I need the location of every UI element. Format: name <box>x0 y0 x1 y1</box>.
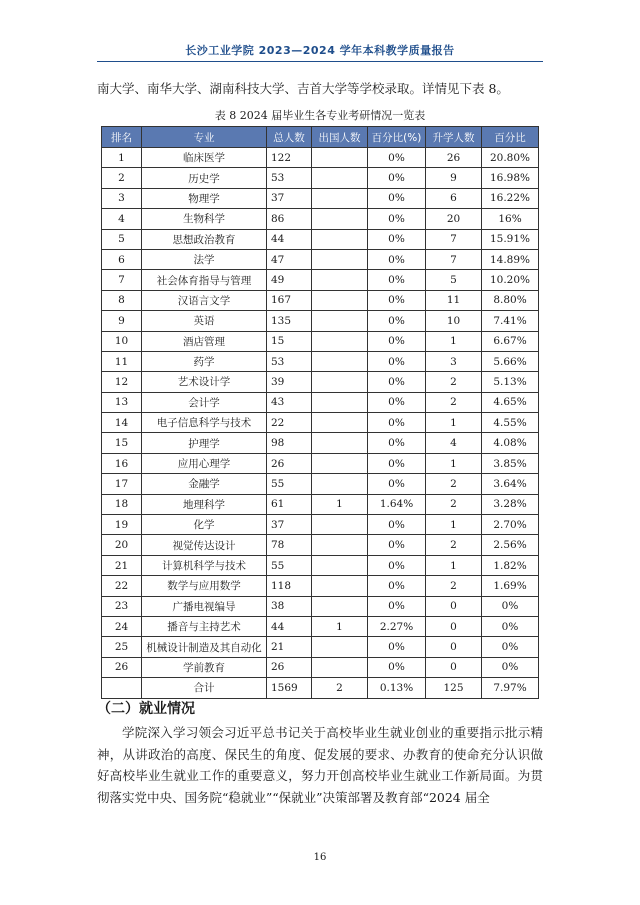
cell-abroad-pct: 0% <box>368 433 426 453</box>
cell-abroad-pct: 0% <box>368 351 426 371</box>
cell-abroad <box>312 372 368 392</box>
cell-further-study: 10 <box>426 311 482 331</box>
cell-total: 26 <box>267 657 312 677</box>
cell-total: 53 <box>267 351 312 371</box>
table-row <box>102 229 539 249</box>
cell-total: 98 <box>267 433 312 453</box>
cell-further-study: 11 <box>426 290 482 310</box>
cell-further-study: 1 <box>426 555 482 575</box>
cell-rank: 14 <box>102 413 142 433</box>
cell-further-study: 9 <box>426 168 482 188</box>
cell-abroad-pct: 0% <box>368 148 426 168</box>
cell-major: 学前教育 <box>142 657 267 677</box>
cell-abroad <box>312 596 368 616</box>
cell-rank: 21 <box>102 555 142 575</box>
cell-abroad <box>312 148 368 168</box>
cell-further-study: 0 <box>426 596 482 616</box>
cell-rank: 15 <box>102 433 142 453</box>
cell-rank: 20 <box>102 535 142 555</box>
cell-rank: 11 <box>102 351 142 371</box>
cell-further-pct: 5.13% <box>482 372 539 392</box>
cell-rank: 10 <box>102 331 142 351</box>
cell-abroad-pct: 2.27% <box>368 616 426 636</box>
cell-rank: 19 <box>102 515 142 535</box>
cell-major: 化学 <box>142 515 267 535</box>
table-row <box>102 372 539 392</box>
cell-rank: 23 <box>102 596 142 616</box>
cell-total: 118 <box>267 576 312 596</box>
cell-abroad-pct: 0% <box>368 535 426 555</box>
cell-major: 播音与主持艺术 <box>142 616 267 636</box>
cell-total: 21 <box>267 637 312 657</box>
table-total-row <box>102 678 539 698</box>
table-row <box>102 188 539 208</box>
cell-further-pct: 16.98% <box>482 168 539 188</box>
cell-total: 44 <box>267 229 312 249</box>
cell-major: 地理科学 <box>142 494 267 514</box>
cell-major: 护理学 <box>142 433 267 453</box>
cell-further-pct: 1.82% <box>482 555 539 575</box>
cell-rank: 24 <box>102 616 142 636</box>
cell-abroad <box>312 229 368 249</box>
cell-major: 社会体育指导与管理 <box>142 270 267 290</box>
col-header-major: 专业 <box>142 127 267 148</box>
cell-further-pct: 8.80% <box>482 290 539 310</box>
cell-abroad <box>312 453 368 473</box>
cell-further-study: 2 <box>426 474 482 494</box>
cell-further-study: 20 <box>426 209 482 229</box>
table-row <box>102 209 539 229</box>
cell-abroad <box>312 331 368 351</box>
cell-rank: 7 <box>102 270 142 290</box>
intro-text: 南大学、南华大学、湖南科技大学、吉首大学等学校录取。详情见下表 8。 <box>97 81 509 96</box>
cell-abroad-pct: 0% <box>368 576 426 596</box>
cell-abroad-pct: 0% <box>368 270 426 290</box>
cell-further-pct: 0% <box>482 657 539 677</box>
cell-total: 39 <box>267 372 312 392</box>
cell-major: 物理学 <box>142 188 267 208</box>
cell-total: 122 <box>267 148 312 168</box>
cell-further-pct: 2.70% <box>482 515 539 535</box>
table-row <box>102 413 539 433</box>
cell-abroad-pct: 1.64% <box>368 494 426 514</box>
cell-major: 计算机科学与技术 <box>142 555 267 575</box>
cell-abroad <box>312 433 368 453</box>
cell-further-pct: 4.65% <box>482 392 539 412</box>
cell-abroad <box>312 290 368 310</box>
cell-major: 临床医学 <box>142 148 267 168</box>
cell-rank: 6 <box>102 249 142 269</box>
cell-abroad <box>312 392 368 412</box>
cell-further-pct: 15.91% <box>482 229 539 249</box>
cell-rank: 8 <box>102 290 142 310</box>
col-header-further-study: 升学人数 <box>426 127 482 148</box>
table-row <box>102 535 539 555</box>
cell-rank: 25 <box>102 637 142 657</box>
cell-abroad: 1 <box>312 494 368 514</box>
cell-further-pct: 2.56% <box>482 535 539 555</box>
page-number: 16 <box>313 852 327 863</box>
cell-major: 金融学 <box>142 474 267 494</box>
report-header-title: 长沙工业学院 2023—2024 学年本科教学质量报告 <box>185 44 455 57</box>
cell-abroad <box>312 555 368 575</box>
cell-abroad <box>312 474 368 494</box>
cell-further-pct: 4.08% <box>482 433 539 453</box>
cell-rank: 1 <box>102 148 142 168</box>
cell-further-pct: 3.28% <box>482 494 539 514</box>
cell-total: 53 <box>267 168 312 188</box>
cell-rank: 4 <box>102 209 142 229</box>
cell-further-study: 2 <box>426 494 482 514</box>
cell-abroad <box>312 657 368 677</box>
table-row <box>102 637 539 657</box>
cell-abroad-pct: 0% <box>368 290 426 310</box>
cell-abroad-pct: 0% <box>368 209 426 229</box>
cell-abroad-pct: 0% <box>368 596 426 616</box>
cell-total: 49 <box>267 270 312 290</box>
section-heading: （二）就业情况 <box>97 701 195 717</box>
cell-rank: 2 <box>102 168 142 188</box>
cell-further-pct: 0% <box>482 616 539 636</box>
cell-further-study: 0 <box>426 637 482 657</box>
table-row <box>102 311 539 331</box>
cell-abroad <box>312 535 368 555</box>
col-header-abroad-pct: 百分比(%) <box>368 127 426 148</box>
cell-total: 167 <box>267 290 312 310</box>
cell-abroad <box>312 209 368 229</box>
header-divider <box>97 61 543 62</box>
cell-total: 37 <box>267 515 312 535</box>
cell-abroad-pct: 0% <box>368 474 426 494</box>
cell-abroad <box>312 576 368 596</box>
table-header-row <box>102 127 539 148</box>
col-header-total: 总人数 <box>267 127 312 148</box>
body-paragraph: 学院深入学习领会习近平总书记关于高校毕业生就业创业的重要指示批示精神，从讲政治的高度、保民生的角度、促发展的要求、办教育的使命充分认识做好高校毕业生就业工作的重要意义，努力开创高校毕业生就业工作新局面。为贯彻落实党中央、国务院“稳就业”“保就业”决策部署及教育部“2024 届全 <box>97 725 543 805</box>
cell-rank: 5 <box>102 229 142 249</box>
cell-further-study: 6 <box>426 188 482 208</box>
table-row <box>102 168 539 188</box>
cell-further-study: 0 <box>426 657 482 677</box>
cell-rank: 17 <box>102 474 142 494</box>
cell-further-pct: 7.97% <box>482 678 539 698</box>
table-body <box>102 148 539 699</box>
cell-major: 广播电视编导 <box>142 596 267 616</box>
cell-total: 135 <box>267 311 312 331</box>
cell-major: 合计 <box>142 678 267 698</box>
cell-rank: 12 <box>102 372 142 392</box>
cell-total: 15 <box>267 331 312 351</box>
table-row <box>102 433 539 453</box>
cell-abroad-pct: 0% <box>368 372 426 392</box>
cell-major: 视觉传达设计 <box>142 535 267 555</box>
cell-abroad <box>312 637 368 657</box>
table-row <box>102 494 539 514</box>
cell-rank: 9 <box>102 311 142 331</box>
cell-rank: 3 <box>102 188 142 208</box>
table-row <box>102 270 539 290</box>
cell-further-study: 3 <box>426 351 482 371</box>
cell-major: 酒店管理 <box>142 331 267 351</box>
table-row <box>102 515 539 535</box>
table-row <box>102 657 539 677</box>
cell-further-study: 2 <box>426 392 482 412</box>
cell-further-pct: 16.22% <box>482 188 539 208</box>
table-row <box>102 351 539 371</box>
cell-further-study: 1 <box>426 515 482 535</box>
cell-abroad-pct: 0% <box>368 515 426 535</box>
cell-major: 汉语言文学 <box>142 290 267 310</box>
cell-abroad-pct: 0% <box>368 229 426 249</box>
table-row <box>102 331 539 351</box>
cell-abroad <box>312 351 368 371</box>
cell-further-study: 2 <box>426 535 482 555</box>
cell-major: 应用心理学 <box>142 453 267 473</box>
cell-abroad <box>312 413 368 433</box>
cell-total: 26 <box>267 453 312 473</box>
cell-further-pct: 20.80% <box>482 148 539 168</box>
cell-major: 生物科学 <box>142 209 267 229</box>
cell-abroad <box>312 270 368 290</box>
cell-further-pct: 3.64% <box>482 474 539 494</box>
cell-further-study: 125 <box>426 678 482 698</box>
cell-major: 会计学 <box>142 392 267 412</box>
cell-abroad <box>312 249 368 269</box>
cell-rank: 26 <box>102 657 142 677</box>
cell-rank: 16 <box>102 453 142 473</box>
cell-rank: 22 <box>102 576 142 596</box>
cell-further-pct: 0% <box>482 637 539 657</box>
cell-further-pct: 7.41% <box>482 311 539 331</box>
cell-total: 43 <box>267 392 312 412</box>
cell-further-pct: 3.85% <box>482 453 539 473</box>
cell-further-pct: 4.55% <box>482 413 539 433</box>
cell-abroad-pct: 0% <box>368 188 426 208</box>
cell-total: 38 <box>267 596 312 616</box>
table-caption: 表 8 2024 届毕业生各专业考研情况一览表 <box>214 109 426 122</box>
cell-rank: 13 <box>102 392 142 412</box>
table-row <box>102 290 539 310</box>
cell-abroad: 1 <box>312 616 368 636</box>
cell-further-pct: 1.69% <box>482 576 539 596</box>
cell-further-study: 4 <box>426 433 482 453</box>
cell-further-pct: 5.66% <box>482 351 539 371</box>
cell-abroad-pct: 0% <box>368 311 426 331</box>
table-row <box>102 453 539 473</box>
cell-total: 78 <box>267 535 312 555</box>
cell-major: 药学 <box>142 351 267 371</box>
cell-abroad-pct: 0% <box>368 392 426 412</box>
table-row <box>102 474 539 494</box>
cell-abroad-pct: 0.13% <box>368 678 426 698</box>
cell-major: 英语 <box>142 311 267 331</box>
cell-abroad-pct: 0% <box>368 168 426 188</box>
cell-abroad-pct: 0% <box>368 637 426 657</box>
cell-abroad <box>312 311 368 331</box>
col-header-abroad: 出国人数 <box>312 127 368 148</box>
cell-total: 55 <box>267 555 312 575</box>
table-row <box>102 249 539 269</box>
cell-total: 55 <box>267 474 312 494</box>
cell-abroad <box>312 168 368 188</box>
cell-further-study: 1 <box>426 453 482 473</box>
cell-further-study: 7 <box>426 229 482 249</box>
table-row <box>102 576 539 596</box>
cell-major: 历史学 <box>142 168 267 188</box>
cell-further-study: 7 <box>426 249 482 269</box>
cell-rank <box>102 678 142 698</box>
cell-total: 61 <box>267 494 312 514</box>
cell-further-study: 1 <box>426 413 482 433</box>
cell-further-pct: 6.67% <box>482 331 539 351</box>
col-header-further-pct: 百分比 <box>482 127 539 148</box>
cell-total: 37 <box>267 188 312 208</box>
cell-total: 44 <box>267 616 312 636</box>
postgraduate-table <box>101 126 539 699</box>
table-row <box>102 392 539 412</box>
cell-total: 22 <box>267 413 312 433</box>
cell-abroad-pct: 0% <box>368 413 426 433</box>
cell-further-study: 26 <box>426 148 482 168</box>
cell-total: 86 <box>267 209 312 229</box>
cell-major: 电子信息科学与技术 <box>142 413 267 433</box>
cell-total: 1569 <box>267 678 312 698</box>
cell-abroad-pct: 0% <box>368 249 426 269</box>
cell-further-pct: 10.20% <box>482 270 539 290</box>
table-row <box>102 616 539 636</box>
cell-further-study: 2 <box>426 576 482 596</box>
cell-major: 艺术设计学 <box>142 372 267 392</box>
table-row <box>102 596 539 616</box>
cell-abroad <box>312 188 368 208</box>
cell-major: 机械设计制造及其自动化 <box>142 637 267 657</box>
cell-abroad-pct: 0% <box>368 453 426 473</box>
cell-further-pct: 14.89% <box>482 249 539 269</box>
cell-further-study: 1 <box>426 331 482 351</box>
cell-further-study: 2 <box>426 372 482 392</box>
cell-major: 法学 <box>142 249 267 269</box>
table-row <box>102 555 539 575</box>
table-row <box>102 148 539 168</box>
cell-further-study: 5 <box>426 270 482 290</box>
cell-abroad: 2 <box>312 678 368 698</box>
cell-further-study: 0 <box>426 616 482 636</box>
cell-total: 47 <box>267 249 312 269</box>
cell-further-pct: 16% <box>482 209 539 229</box>
cell-abroad-pct: 0% <box>368 657 426 677</box>
cell-abroad <box>312 515 368 535</box>
cell-rank: 18 <box>102 494 142 514</box>
cell-major: 数学与应用数学 <box>142 576 267 596</box>
cell-major: 思想政治教育 <box>142 229 267 249</box>
cell-abroad-pct: 0% <box>368 331 426 351</box>
cell-further-pct: 0% <box>482 596 539 616</box>
cell-abroad-pct: 0% <box>368 555 426 575</box>
col-header-rank: 排名 <box>102 127 142 148</box>
